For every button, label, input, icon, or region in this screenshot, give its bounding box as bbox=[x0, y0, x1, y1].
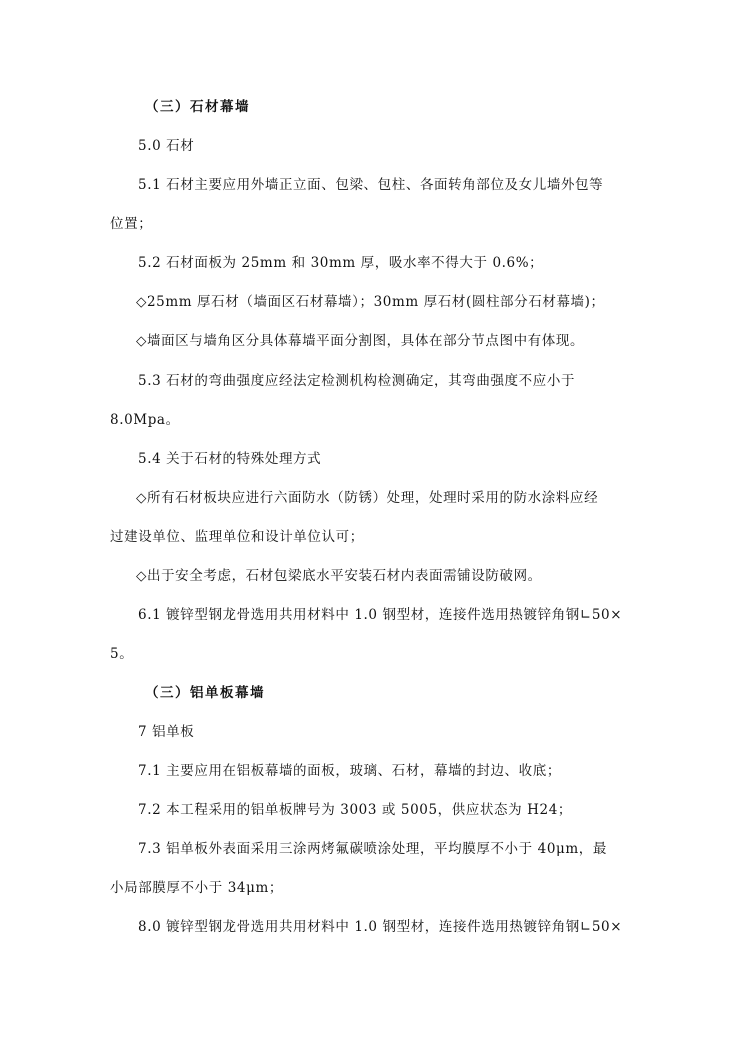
clause-5-1: 5.1 石材主要应用外墙正立面、包梁、包柱、各面转角部位及女儿墙外包等 bbox=[138, 177, 604, 193]
clause-7-1: 7.1 主要应用在铝板幕墙的面板，玻璃、石材，幕墙的封边、收底； bbox=[138, 763, 561, 779]
bullet-safety-net: ◇出于安全考虑，石材包梁底水平安装石材内表面需铺设防破网。 bbox=[136, 568, 542, 584]
clause-7-3-continued: 小局部膜厚不小于 34μm； bbox=[110, 880, 283, 896]
clause-7-2: 7.2 本工程采用的铝单板牌号为 3003 或 5005，供应状态为 H24； bbox=[138, 802, 572, 818]
section-heading-stone-curtain-wall: （三）石材幕墙 bbox=[145, 99, 250, 115]
clause-5-4: 5.4 关于石材的特殊处理方式 bbox=[138, 451, 322, 467]
clause-8-0: 8.0 镀锌型钢龙骨选用共用材料中 1.0 钢型材，连接件选用热镀锌角钢∟50× bbox=[138, 919, 623, 935]
clause-6-1: 6.1 镀锌型钢龙骨选用共用材料中 1.0 钢型材，连接件选用热镀锌角钢∟50× bbox=[138, 607, 623, 623]
clause-5-2: 5.2 石材面板为 25mm 和 30mm 厚，吸水率不得大于 0.6%； bbox=[138, 255, 544, 271]
clause-6-1-continued: 5。 bbox=[110, 646, 134, 662]
bullet-wall-zone: ◇墙面区与墙角区分具体幕墙平面分割图，具体在部分节点图中有体现。 bbox=[136, 333, 585, 349]
clause-5-0: 5.0 石材 bbox=[138, 138, 195, 154]
clause-7: 7 铝单板 bbox=[138, 724, 195, 740]
bullet-waterproof-continued: 过建设单位、监理单位和设计单位认可； bbox=[110, 529, 364, 545]
clause-5-1-continued: 位置； bbox=[110, 216, 153, 232]
clause-5-3-continued: 8.0Mpa。 bbox=[110, 412, 180, 428]
clause-5-3: 5.3 石材的弯曲强度应经法定检测机构检测确定，其弯曲强度不应小于 bbox=[138, 373, 576, 389]
section-heading-aluminum-curtain-wall: （三）铝单板幕墙 bbox=[145, 685, 265, 701]
clause-7-3: 7.3 铝单板外表面采用三涂两烤氟碳喷涂处理，平均膜厚不小于 40μm，最 bbox=[138, 841, 608, 857]
bullet-waterproof-treatment: ◇所有石材板块应进行六面防水（防锈）处理，处理时采用的防水涂料应经 bbox=[136, 490, 599, 506]
bullet-stone-thickness: ◇25mm 厚石材（墙面区石材幕墙）；30mm 厚石材(圆柱部分石材幕墙)； bbox=[136, 294, 605, 310]
